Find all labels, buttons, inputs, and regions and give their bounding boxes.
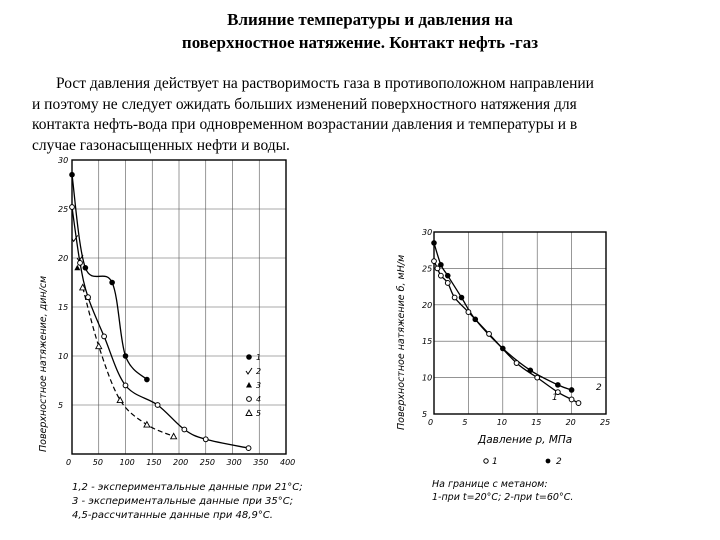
x-tick-label: 400 xyxy=(280,458,296,467)
series-1-curve xyxy=(434,261,578,403)
x-tick-label: 15 xyxy=(531,418,542,427)
y-tick-label: 5 xyxy=(58,401,64,410)
x-tick-label: 50 xyxy=(92,458,103,467)
legend-marker-1 xyxy=(246,354,252,360)
chart-2-marks xyxy=(431,240,581,405)
x-tick-label: 300 xyxy=(226,458,242,467)
caption-line: 1,2 - экспериментальные данные при 21°С; xyxy=(72,482,303,493)
series-1-point xyxy=(466,310,471,315)
series-1-point xyxy=(432,259,437,264)
y-tick-label: 5 xyxy=(422,410,428,419)
legend-label-2: 2 xyxy=(256,367,262,376)
legend-label-1: 1 xyxy=(492,457,498,467)
caption-line: 1-при t=20°С; 2-при t=60°С. xyxy=(432,492,574,503)
chart-1-grid xyxy=(72,160,286,454)
series-5-point xyxy=(96,343,102,349)
title-line-2: поверхностное натяжение. Контакт нефть -газ xyxy=(181,33,539,52)
title-line-1: Влияние температуры и давления на xyxy=(227,10,513,29)
legend-label-4: 4 xyxy=(256,395,262,404)
series-5-point xyxy=(144,422,150,428)
series-1-point xyxy=(452,295,457,300)
series-4-point xyxy=(246,446,251,451)
y-tick-label: 20 xyxy=(58,254,69,263)
x-tick-label: 250 xyxy=(199,458,216,467)
chart-2-xlabel: Давление р, МПа xyxy=(478,434,573,446)
series-2-point xyxy=(438,262,444,268)
chart-2-ticks xyxy=(422,228,610,427)
chart-1 xyxy=(38,156,303,521)
chart-2-frame xyxy=(434,232,606,414)
series-4-point xyxy=(182,427,187,432)
x-tick-label: 5 xyxy=(462,418,468,427)
series-1-point xyxy=(535,375,540,380)
legend-marker-open xyxy=(484,459,488,463)
y-tick-label: 10 xyxy=(58,352,69,361)
x-tick-label: 150 xyxy=(146,458,162,467)
y-tick-label: 25 xyxy=(58,205,69,214)
paragraph-line: Рост давления действует на растворимость газа в противоположном направлении xyxy=(56,75,594,92)
series-4-point xyxy=(86,295,91,300)
paragraph-line: контакта нефть-вода при одновременном возрастании давления и температуры и в xyxy=(32,116,578,133)
legend-marker-3 xyxy=(246,382,252,388)
series-1-point xyxy=(438,273,443,278)
chart-2 xyxy=(396,228,610,503)
legend-label-1: 1 xyxy=(256,353,262,362)
chart-1-ylabel: Поверхностное натяжение, дин/см xyxy=(38,275,49,452)
series-1-point xyxy=(487,332,492,337)
series-2-point xyxy=(472,317,478,323)
y-tick-label: 10 xyxy=(422,373,433,383)
curve-label-1: 1 xyxy=(552,393,558,403)
y-tick-label: 25 xyxy=(422,264,433,274)
legend-marker-5 xyxy=(246,410,252,416)
chart-1-legend xyxy=(246,353,261,418)
y-tick-label: 15 xyxy=(422,337,433,347)
legend-marker-filled xyxy=(546,459,551,464)
series-4-point xyxy=(155,403,160,408)
series-1-point xyxy=(69,172,75,178)
series-4-point xyxy=(70,205,75,210)
chart-2-legend xyxy=(484,457,562,467)
chart-1-marks xyxy=(69,172,251,451)
legend-label-3: 3 xyxy=(256,381,262,390)
series-5-point xyxy=(171,433,177,439)
caption-line: На границе с метаном: xyxy=(432,479,548,490)
legend-marker-2 xyxy=(246,368,252,374)
series-4-point xyxy=(123,383,128,388)
series-4-point xyxy=(203,437,208,442)
y-tick-label: 30 xyxy=(422,228,433,237)
paragraph-line: случае газонасыщенных нефти и воды. xyxy=(32,136,290,154)
series-1-point xyxy=(83,265,89,271)
y-tick-label: 30 xyxy=(58,156,69,165)
legend-label-5: 5 xyxy=(256,409,262,418)
series-4-point xyxy=(78,261,83,266)
series-1-point xyxy=(445,281,450,286)
x-tick-label: 20 xyxy=(565,418,576,427)
legend-marker-4 xyxy=(247,397,252,402)
series-2-point xyxy=(555,382,561,388)
chart-2-grid xyxy=(434,232,606,414)
series-1-point xyxy=(514,361,519,366)
chart-2-ylabel: Поверхностное натяжение б, мН/м xyxy=(396,254,407,430)
series-1-point xyxy=(576,401,581,406)
x-tick-label: 0 xyxy=(428,418,434,427)
x-tick-label: 100 xyxy=(119,458,135,467)
x-tick-label: 25 xyxy=(600,418,611,427)
series-1-point xyxy=(123,353,129,359)
chart-2-curves xyxy=(434,243,578,403)
series-2-point xyxy=(528,368,534,374)
series-4-point xyxy=(102,334,107,339)
x-tick-label: 0 xyxy=(66,458,72,467)
series-5-point xyxy=(117,397,123,403)
series-2-point xyxy=(459,295,465,301)
series-2-point xyxy=(500,346,506,352)
series-1-point xyxy=(569,397,574,402)
x-tick-label: 350 xyxy=(253,458,269,467)
x-tick-label: 10 xyxy=(496,418,507,427)
series-1-point xyxy=(144,377,150,383)
series-2-point xyxy=(569,387,575,393)
legend-label-2: 2 xyxy=(556,457,562,467)
caption-line: 4,5-рассчитанные данные при 48,9°С. xyxy=(72,510,273,521)
series-1-point xyxy=(109,280,115,286)
chart-2-caption xyxy=(432,479,573,503)
curve-label-2: 2 xyxy=(596,383,602,393)
series-2-point xyxy=(431,240,437,246)
y-tick-label: 15 xyxy=(58,303,69,312)
chart-1-caption xyxy=(72,482,303,521)
paragraph-line: и поэтому не следует ожидать больших изменений поверхностного натяжения для xyxy=(32,95,577,113)
x-tick-label: 200 xyxy=(173,458,189,467)
caption-line: 3 - экспериментальные данные при 35°С; xyxy=(72,496,294,507)
series-2-point xyxy=(445,273,451,279)
y-tick-label: 20 xyxy=(422,300,433,310)
